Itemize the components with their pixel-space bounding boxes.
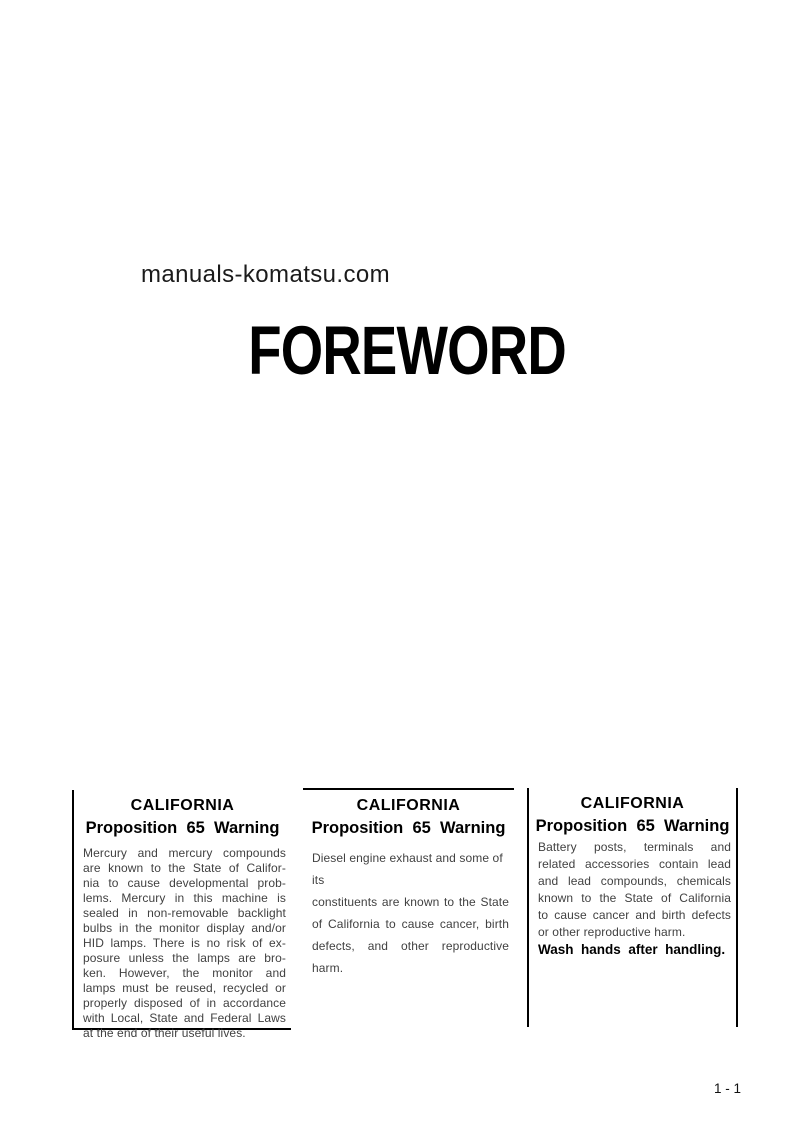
warning-body: Mercury and mercury compounds are known to the State of Califor- nia to cause developmental prob- lems. Mercury in this machine is sealed in non-removable backlight bulbs in the monitor display and/or HID lamps. There is no risk of ex- posure unless the lamps are bro- ken. However, the monitor and lamps must be reused, recycled or properly disposed of in accordance with Local, State and Federal Laws at the end of their useful lives. bbox=[83, 846, 286, 1040]
title-row bbox=[0, 312, 793, 389]
prop65-warning-box-battery bbox=[527, 788, 738, 1027]
warning-state-label: CALIFORNIA bbox=[580, 795, 685, 812]
prop65-warning-box-diesel bbox=[303, 788, 514, 975]
page-number: 1 - 1 bbox=[714, 1081, 742, 1096]
warning-heading: Proposition 65 Warning bbox=[535, 817, 730, 835]
warning-body: Battery posts, terminals and related accessories contain lead and lead compounds, chemicals known to the State of California to cause cancer and birth defects or other reproductive harm. bbox=[538, 840, 731, 939]
warning-emphasis: Wash hands after handling. bbox=[538, 942, 726, 957]
warning-body: Diesel engine exhaust and some of its constituents are known to the State of California to cause cancer, birth defects, and other reproductive harm. bbox=[312, 851, 509, 975]
page-title: FOREWORD bbox=[248, 312, 567, 389]
prop65-warning-box-mercury bbox=[72, 790, 291, 1040]
site-watermark: manuals-komatsu.com bbox=[141, 261, 391, 288]
warning-heading: Proposition 65 Warning bbox=[311, 819, 506, 837]
warning-state-label: CALIFORNIA bbox=[356, 797, 461, 814]
warning-state-label: CALIFORNIA bbox=[130, 797, 235, 814]
warning-heading: Proposition 65 Warning bbox=[85, 819, 280, 837]
